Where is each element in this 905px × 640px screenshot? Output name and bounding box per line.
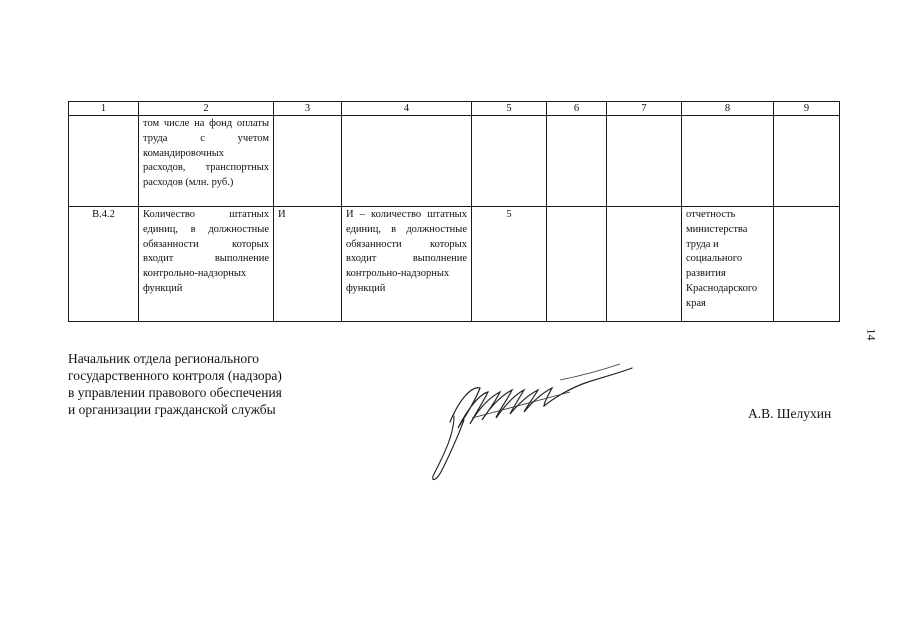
page-number: 14 bbox=[864, 328, 879, 341]
table-cell: И – количество штатных единиц, в должностные обязанности которых входит выполнение контрольно-надзорных функций bbox=[342, 207, 472, 322]
header-cell: 8 bbox=[682, 102, 774, 116]
header-cell: 1 bbox=[69, 102, 139, 116]
header-cell: 9 bbox=[774, 102, 840, 116]
data-table bbox=[68, 101, 840, 322]
handwritten-signature bbox=[420, 358, 650, 488]
position-line: и организации гражданской службы bbox=[68, 402, 276, 417]
table-cell bbox=[607, 116, 682, 207]
position-line: в управлении правового обеспечения bbox=[68, 385, 282, 400]
position-line: государственного контроля (надзора) bbox=[68, 368, 282, 383]
table-cell bbox=[342, 116, 472, 207]
header-cell: 5 bbox=[472, 102, 547, 116]
table-cell: В.4.2 bbox=[69, 207, 139, 322]
table-cell: 5 bbox=[472, 207, 547, 322]
position-line: Начальник отдела регионального bbox=[68, 351, 260, 366]
table-cell bbox=[607, 207, 682, 322]
table-cell bbox=[547, 207, 607, 322]
header-cell: 3 bbox=[274, 102, 342, 116]
table-header-row bbox=[69, 102, 840, 116]
table-cell bbox=[472, 116, 547, 207]
table-cell: И bbox=[274, 207, 342, 322]
position-title bbox=[68, 350, 282, 418]
table-cell bbox=[69, 116, 139, 207]
table-cell bbox=[274, 116, 342, 207]
table-cell: отчетность министерства труда и социального развития Краснодарского края bbox=[682, 207, 774, 322]
table-row bbox=[69, 207, 840, 322]
signer-name: А.В. Шелухин bbox=[748, 406, 832, 421]
header-cell: 6 bbox=[547, 102, 607, 116]
table-cell bbox=[774, 116, 840, 207]
table-cell: том числе на фонд оплаты труда с учетом командировочных расходов, транспортных расходов (млн. руб.) bbox=[139, 116, 274, 207]
header-cell: 4 bbox=[342, 102, 472, 116]
table-cell bbox=[774, 207, 840, 322]
table-cell bbox=[547, 116, 607, 207]
table-cell: Количество штатных единиц, в должностные обязанности которых входит выполнение контрольно-надзорных функций bbox=[139, 207, 274, 322]
table-row bbox=[69, 116, 840, 207]
table-cell bbox=[682, 116, 774, 207]
header-cell: 2 bbox=[139, 102, 274, 116]
header-cell: 7 bbox=[607, 102, 682, 116]
